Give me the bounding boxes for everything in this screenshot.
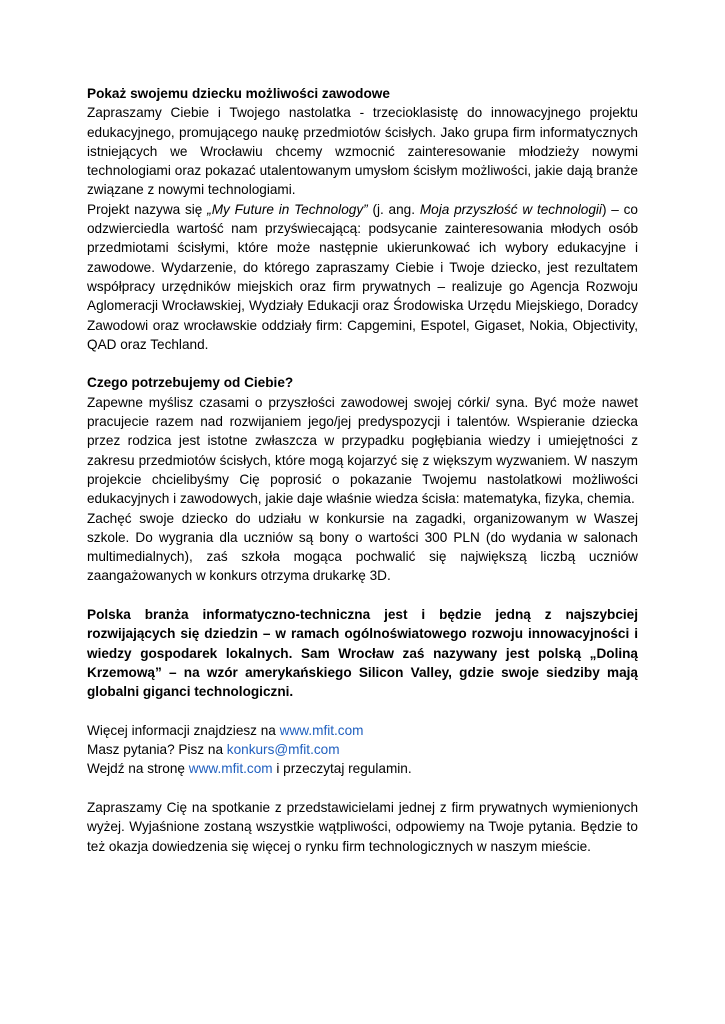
- project-mid: (j. ang.: [367, 201, 420, 217]
- spacer: [87, 586, 638, 605]
- info-line-email-text: Masz pytania? Pisz na: [87, 742, 227, 758]
- spacer: [87, 702, 638, 721]
- section-heading: Czego potrzebujemy od Ciebie?: [87, 375, 294, 391]
- info-line-email: [87, 740, 638, 759]
- info-line-website: [87, 721, 638, 740]
- info-line-rules-suffix: i przeczytaj regulamin.: [272, 761, 412, 777]
- intro-paragraph: Zapraszamy Ciebie i Twojego nastolatka - trzecioklasistę do innowacyjnego projektu edukacyjnego, promującego naukę przedmiotów ścisłych. Jako grupa firm informatycznych istniejących we Wrocławiu chcemy wzmocnić zainteresowanie młodzieży nowymi technologiami oraz pokazać utalentowanym umysłom ścisłym możliwości, jakie dają branże związane z nowymi technologiami.: [87, 105, 638, 198]
- document-title: Pokaż swojemu dziecku możliwości zawodowe: [87, 86, 390, 101]
- closing-paragraph: Zapraszamy Cię na spotkanie z przedstawicielami jednej z firm prywatnych wymienionych wyżej. Wyjaśnione zostaną wszystkie wątpliwości, odpowiemy na Twoje pytania. Będzie to też okazja dowiedzenia się więcej o rynku firm technologicznych w naszym mieście.: [87, 799, 638, 854]
- email-link[interactable]: konkurs@mfit.com: [226, 742, 340, 758]
- project-translation: Moja przyszłość w technologii: [419, 201, 602, 217]
- project-rest: ) – co odzwierciedla wartość nam przyświecającą: podsycanie zainteresowania młodych osób przedmiotami ścisłymi, które może następnie ukierunkować ich wybory edukacyjne i zawodowe. Wydarzenie, do którego zapraszamy Ciebie i Twoje dziecko, jest rezultatem współpracy urzędników miejskich oraz firm prywatnych – realizuje go Agencja Rozwoju Aglomeracji Wrocławskiej, Wydziały Edukacji oraz Środowiska Urzędu Miejskiego, Doradcy Zawodowi oraz wrocławskie oddziały firm: Capgemini, Espotel, Gigaset, Nokia, Objectivity, QAD oraz Techland.: [87, 201, 638, 352]
- website-link[interactable]: www.mfit.com: [279, 722, 364, 738]
- project-prefix: Projekt nazywa się: [87, 201, 208, 217]
- info-line-rules: [87, 759, 638, 778]
- bold-paragraph: Polska branża informatyczno-techniczna jest i będzie jedną z najszybciej rozwijających się dziedzin – w ramach ogólnoświatowego rozwoju innowacyjności i wiedzy gospodarek lokalnych. Sam Wrocław zaś nazywany jest polską „Doliną Krzemową” – na wzór amerykańskiego Silicon Valley, gdzie swoje siedziby mają globalni giganci technologiczni.: [87, 607, 638, 700]
- document-page: [87, 84, 638, 856]
- project-name: „My Future in Technology”: [207, 201, 368, 217]
- rules-website-link[interactable]: www.mfit.com: [188, 761, 273, 777]
- spacer: [87, 779, 638, 798]
- info-line-website-text: Więcej informacji znajdziesz na: [87, 722, 280, 738]
- section-paragraph-2: Zachęć swoje dziecko do udziału w konkursie na zagadki, organizowanym w Waszej szkole. Do wygrania dla uczniów są bony o wartości 300 PLN (do wydania w salonach multimedialnych), zaś szkoła mogąca pochwalić się największą liczbą uczniów zaangażowanych w konkurs otrzyma drukarkę 3D.: [87, 510, 638, 584]
- project-paragraph: [87, 200, 638, 354]
- spacer: [87, 354, 638, 373]
- section-paragraph-1: Zapewne myślisz czasami o przyszłości zawodowej swojej córki/ syna. Być może nawet pracujecie razem nad rozwijaniem jego/jej predyspozycji i talentów. Wspieranie dziecka przez rodzica jest istotne zwłaszcza w przypadku pogłębiania wiedzy i umiejętności z zakresu przedmiotów ścisłych, które mogą kojarzyć się z większym wyzwaniem. W naszym projekcie chcielibyśmy Cię poprosić o pokazanie Twojemu nastolatkowi możliwości edukacyjnych i zawodowych, jakie daje właśnie wiedza ścisła: matematyka, fizyka, chemia.: [87, 394, 638, 507]
- info-line-rules-text: Wejdź na stronę: [87, 761, 189, 777]
